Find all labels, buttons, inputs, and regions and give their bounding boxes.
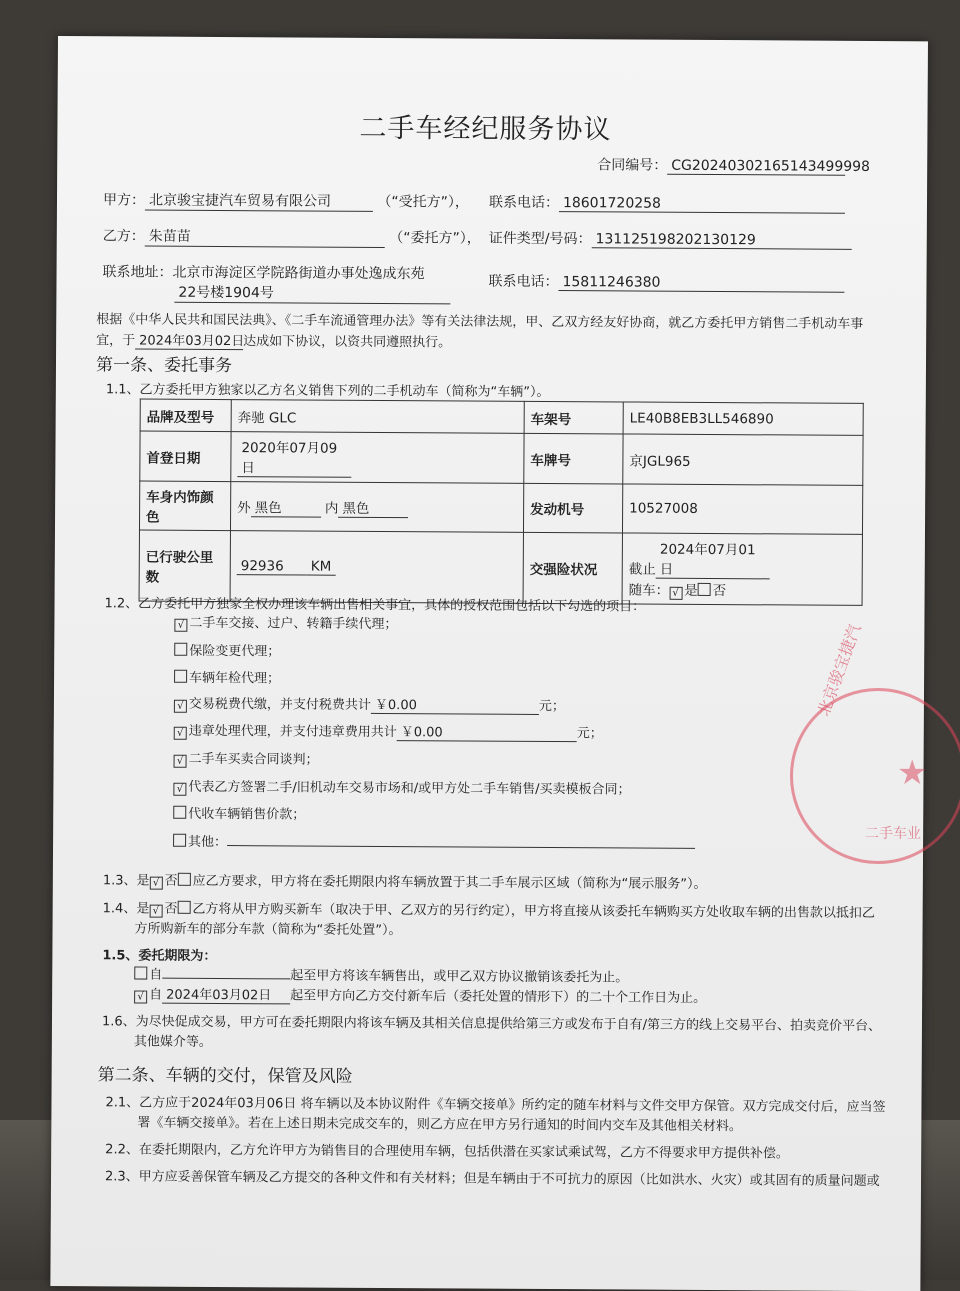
clause-1-2: 1.2、乙方委托甲方独家全权办理该车辆出售相关事宜，具体的授权范围包括以下勾选的项目： [104, 596, 646, 615]
contract-number: CG20240302165143499998 [667, 158, 845, 176]
document-title: 二手车经纪服务协议 [359, 112, 612, 146]
address-line2: 22号楼1904号 [174, 282, 450, 305]
clause-1-4: 1.4、是 √ 否 乙方将从甲方购买新车（取决于甲、乙双方的另行约定），甲方将直接从该委托车辆购买方处收取车辆的出售款以抵扣乙 [102, 901, 875, 922]
clause-1-4-yes-checkbox[interactable]: √ [149, 905, 162, 918]
engine-value: 10527008 [622, 484, 862, 534]
clause-1-5-title: 1.5、委托期限为： [102, 948, 217, 964]
party-a-phone-row: 联系电话： 18601720258 [489, 192, 845, 214]
vehicle-table [139, 399, 864, 606]
exterior-color: 黑色 [251, 496, 321, 517]
party-a-row: 甲方： 北京骏宝捷汽车贸易有限公司 （“受托方”）， [103, 189, 469, 212]
clause-1-3-no-checkbox[interactable] [178, 873, 191, 886]
vin-value: LE40B8EB3LL546890 [623, 402, 863, 435]
auth-item-8: 代收车辆销售价款； [173, 803, 305, 823]
tax-amount: ￥0.00 [371, 694, 539, 715]
auth-item-4: √ 交易税费代缴，并支付税费共计 ￥0.00 元； [174, 693, 565, 715]
party-a-phone: 18601720258 [559, 195, 845, 214]
clause-1-6: 1.6、为尽快促成交易，甲方可在委托期限内将该车辆及其相关信息提供给第三方或发布于自有/第三方的线上交易平台、拍卖竞价平台、 [101, 1014, 882, 1035]
insurance-date: 2024年07月01日 [656, 538, 770, 580]
item-2-checkbox[interactable] [174, 643, 187, 656]
preamble-line1: 根据《中华人民共和国民法典》、《二手车流通管理办法》等有关法律法规，甲、乙双方经友好协商，就乙方委托甲方销售二手机动车事 [96, 312, 864, 332]
color-cell: 外 黑色 内 黑色 [230, 482, 523, 533]
term-option-2: √ 自 2024年03月02日 起至甲方向乙方交付新车后（委托处置的情形下）的二十个工作日为止。 [134, 983, 706, 1006]
insurance-cell: 截止2024年07月01日 随车： √ 是 否 [622, 533, 862, 605]
address-line1: 北京市海淀区学院路街道办事处逸成东苑 [172, 264, 425, 283]
delivery-date: 2024年03月06日 [191, 1095, 297, 1112]
insurance-label: 交强险状况 [523, 532, 622, 604]
engine-label: 发动机号 [523, 483, 622, 533]
address-line2-row [174, 282, 450, 305]
other-field [227, 832, 695, 849]
term-option-2-checkbox[interactable]: √ [134, 990, 147, 1003]
reg-date-cell [231, 432, 524, 484]
party-b-id-row: 证件类型/号码： 131125198202130129 [489, 228, 852, 250]
auth-item-9: 其他： [173, 831, 695, 853]
clause-2-1-line2: 署《车辆交接单》。若在上述日期未完成交车的，则乙方应在甲方另行通知的时间内交车及其他相关材料。 [137, 1115, 742, 1135]
clause-2-3: 2.3、甲方应妥善保管车辆及乙方提交的各种文件和有关材料；但是车辆由于不可抗力的原因（比如洪水、火灾）或其固有的质量问题或 [104, 1169, 880, 1190]
insurance-yes-checkbox[interactable]: √ [669, 587, 682, 600]
clause-1-6-line2: 其他媒介等。 [133, 1034, 212, 1050]
reg-date-value: 2020年07月09日 [237, 436, 351, 478]
preamble-line2: 宜，于 2024年03月02日达成如下协议，以资共同遵照执行。 [96, 329, 451, 351]
color-label: 车身内饰颜色 [139, 481, 230, 531]
auth-item-7: √ 代表乙方签署二手/旧机动车交易市场和/或甲方处二手车销售/买卖模板合同； [173, 776, 630, 799]
mileage-value: 92936 [237, 558, 307, 575]
clause-2-2: 2.2、在委托期限内，乙方允许甲方为销售目的合理使用车辆，包括供潜在买家试乘试驾，乙方不得要求甲方提供补偿。 [105, 1142, 789, 1162]
auth-item-3: 车辆年检代理； [174, 667, 280, 687]
party-b-name: 朱苗苗 [145, 226, 385, 248]
company-seal [790, 621, 960, 864]
seal-text-top: 北京骏宝捷汽 [813, 621, 865, 719]
auth-item-2: 保险变更代理； [174, 640, 280, 660]
party-b-phone-row: 联系电话： 15811246380 [488, 271, 844, 293]
clause-1-1: 1.1、乙方委托甲方独家以乙方名义销售下列的二手机动车（简称为“车辆”）。 [105, 382, 550, 401]
item-8-checkbox[interactable] [173, 806, 186, 819]
party-a-name: 北京骏宝捷汽车贸易有限公司 [145, 190, 373, 212]
brand-label: 品牌及型号 [140, 399, 231, 432]
auth-item-6: √ 二手车买卖合同谈判； [174, 748, 319, 769]
plate-label: 车牌号 [524, 433, 623, 484]
auth-item-1: √ 二手车交接、过户、转籍手续代理； [174, 612, 397, 633]
auth-item-5: √ 违章处理代理，并支付违章费用共计 ￥0.00 元； [174, 720, 603, 743]
term-option-1-date [162, 965, 290, 980]
contract-document [50, 36, 928, 1291]
clause-1-4-line2: 方所购新车的部分车款（简称为“委托处置”）。 [134, 921, 402, 939]
seal-star-icon: ★ [897, 753, 928, 793]
term-option-1: 自 起至甲方将该车辆售出，或甲乙双方协议撤销该委托为止。 [134, 963, 628, 985]
clause-2-1: 2.1、乙方应于2024年03月06日 将车辆以及本协议附件《车辆交接单》所约定的随车材料与文件交甲方保管。双方完成交付后，应当签 [105, 1095, 886, 1116]
mileage-label: 已行驶公里数 [139, 530, 230, 602]
section1-title: 第一条、委托事务 [95, 355, 233, 377]
party-b-row: 乙方： 朱苗苗 （“委托方”）， [103, 225, 481, 248]
term-start-date: 2024年03月02日 [162, 984, 290, 1005]
item-6-checkbox[interactable]: √ [174, 755, 187, 768]
clause-1-3: 1.3、是 √ 否 应乙方要求，甲方将在委托期限内将车辆放置于其二手车展示区域（简称为“展示服务”）。 [102, 873, 707, 892]
plate-value: 京JGL965 [623, 434, 863, 485]
item-7-checkbox[interactable]: √ [173, 783, 186, 796]
section2-title: 第二条、车辆的交付，保管及风险 [97, 1065, 353, 1087]
party-b-phone: 15811246380 [558, 274, 844, 293]
brand-value: 奔驰 GLC [231, 400, 524, 434]
address-row: 联系地址：北京市海淀区学院路街道办事处逸成东苑 [102, 264, 425, 283]
item-1-checkbox[interactable]: √ [174, 619, 187, 632]
item-9-checkbox[interactable] [173, 834, 186, 847]
mileage-unit: KM [307, 558, 336, 575]
seal-text-bottom: 二手车业 [865, 826, 921, 842]
clause-1-3-yes-checkbox[interactable]: √ [149, 877, 162, 890]
vin-label: 车架号 [524, 401, 623, 434]
clause-1-4-no-checkbox[interactable] [177, 901, 190, 914]
party-b-id: 131125198202130129 [591, 231, 851, 250]
item-4-checkbox[interactable]: √ [174, 700, 187, 713]
interior-color: 黑色 [338, 496, 408, 517]
contract-number-row: 合同编号： CG20240302165143499998 [597, 157, 871, 175]
item-5-checkbox[interactable]: √ [174, 727, 187, 740]
item-3-checkbox[interactable] [174, 670, 187, 683]
agreement-date: 2024年03月02日 [135, 329, 243, 350]
reg-date-label: 首登日期 [140, 431, 231, 482]
insurance-no-checkbox[interactable] [698, 583, 711, 596]
violation-amount: ￥0.00 [397, 721, 577, 742]
term-option-1-checkbox[interactable] [134, 966, 147, 979]
